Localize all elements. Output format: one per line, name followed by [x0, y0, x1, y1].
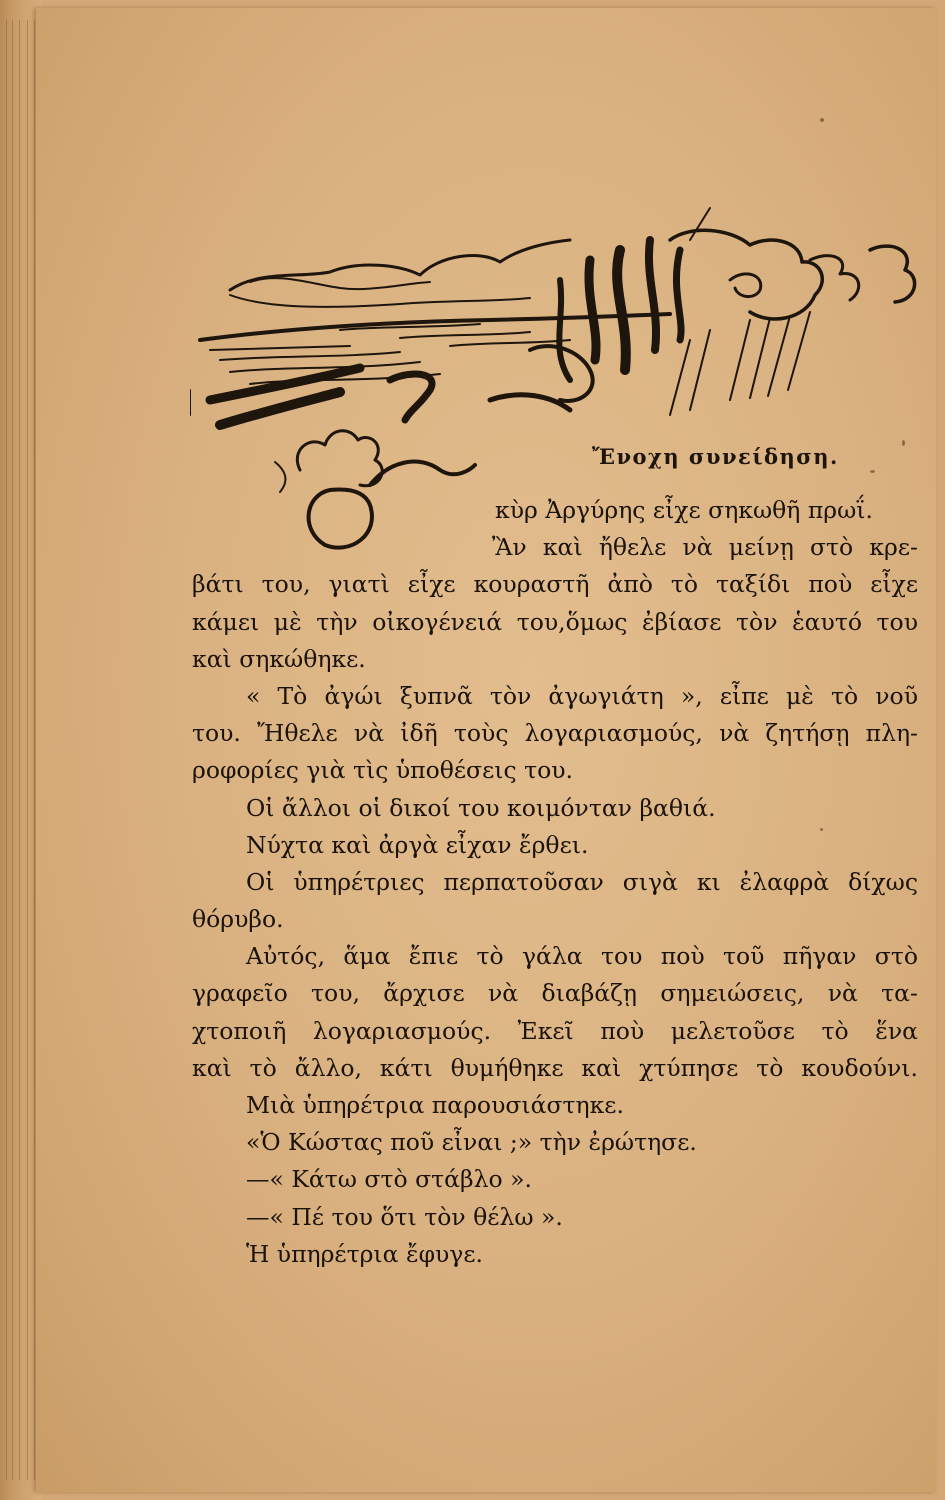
body-line: ροφορίες γιὰ τὶς ὑποθέσεις του. [192, 756, 574, 785]
body-line: χτοποιῆ λογαριασμούς. Ἐκεῖ ποὺ μελετοῦσε τὸ ἕνα [192, 1016, 918, 1045]
body-line: Ἂν καὶ ἤθελε νὰ μείνῃ στὸ κρε- [492, 533, 918, 562]
body-line: κὺρ Ἀργύρης εἶχε σηκωθῆ πρωΐ. [495, 496, 873, 524]
body-line: καὶ σηκώθηκε. [192, 644, 366, 673]
body-line: κάμει μὲ τὴν οἰκογένειά του,ὅμως ἐβίασε τὸν ἑαυτό του [192, 607, 918, 636]
body-line: Νύχτα καὶ ἀργὰ εἶχαν ἔρθει. [246, 830, 589, 859]
body-line: θόρυβο. [192, 905, 284, 934]
body-line: —« Πέ του ὅτι τὸν θέλω ». [246, 1202, 563, 1231]
body-text [192, 492, 918, 1273]
paper-speck [820, 118, 824, 122]
body-line: καὶ τὸ ἄλλο, κάτι θυμήθηκε καὶ χτύπησε τὸ κουδούνι. [192, 1053, 918, 1082]
body-line: Μιὰ ὑπηρέτρια παρουσιάστηκε. [246, 1091, 624, 1119]
body-line: Ἡ ὑπηρέτρια ἔφυγε. [246, 1239, 483, 1268]
body-line: «Ὁ Κώστας ποῦ εἶναι ;» τὴν ἐρώτησε. [246, 1128, 697, 1157]
body-line: Αὐτός, ἅμα ἔπιε τὸ γάλα του ποὺ τοῦ πῆγαν στὸ [246, 942, 918, 971]
body-line: « Τὸ ἀγώι ξυπνᾶ τὸν ἀγωγιάτη », εἶπε μὲ τὸ νοῦ [246, 681, 918, 710]
body-line: του. Ἤθελε νὰ ἰδῆ τοὺς λογαριασμούς, νὰ ζητήσῃ πλη- [192, 719, 918, 748]
body-line: Οἱ ὑπηρέτριες περπατοῦσαν σιγὰ κι ἐλαφρὰ δίχως [246, 867, 918, 896]
chapter-title: Ἔνοχη συνείδηση. [592, 444, 839, 469]
body-line: βάτι του, γιατὶ εἶχε κουραστῆ ἀπὸ τὸ ταξίδι ποὺ εἶχε [192, 570, 918, 599]
body-line: γραφεῖο του, ἄρχισε νὰ διαβάζῃ σημειώσεις, νὰ τα- [192, 979, 918, 1008]
paper-speck [820, 828, 823, 831]
paper-speck [870, 470, 875, 473]
body-line: —« Κάτω στὸ στάβλο ». [246, 1165, 532, 1194]
body-line: Οἱ ἄλλοι οἱ δικοί του κοιμόνταν βαθιά. [246, 793, 716, 822]
paper-speck [902, 440, 905, 446]
